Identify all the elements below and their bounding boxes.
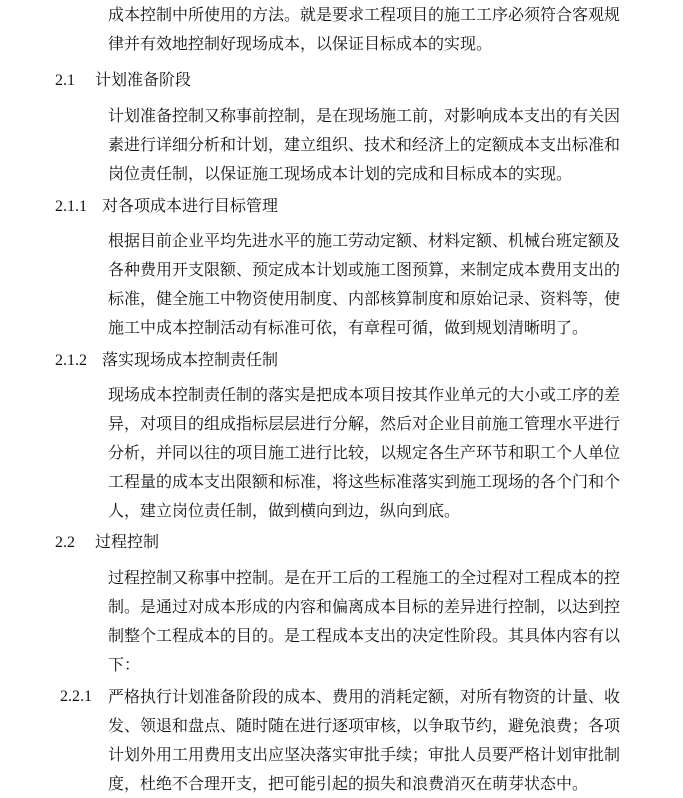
section-title: 计划准备阶段 [95,70,192,89]
section-number: 2.1 [55,72,75,89]
section-2-2-1-item [60,682,620,798]
intro-paragraph: 成本控制中所使用的方法。就是要求工程项目的施工工序必须符合客观规律并有效地控制好现场成本，以保证目标成本的实现。 [108,5,621,53]
section-heading-2-1 [55,68,191,93]
section-2-1-paragraph: 计划准备控制又称事前控制，是在现场施工前，对影响成本支出的有关因素进行详细分析和计划，建立组织、技术和经济上的定额成本支出标准和岗位责任制，以保证施工现场成本计划的完成和目标成本的实现。 [108,106,621,183]
section-2-2-paragraph: 过程控制又称事中控制。是在开工后的工程施工的全过程对工程成本的控制。是通过对成本形成的内容和偏离成本目标的差异进行控制，以达到控制整个工程成本的目的。是工程成本支出的决定性阶段。其具体内容有以下： [108,568,621,674]
section-title: 过程控制 [95,532,160,551]
section-title: 对各项成本进行目标管理 [102,196,279,215]
section-heading-2-2 [55,530,159,555]
section-title: 落实现场成本控制责任制 [102,350,279,369]
section-heading-2-1-2 [55,348,278,373]
section-2-1-2-paragraph: 现场成本控制责任制的落实是把成本项目按其作业单元的大小或工序的差异，对项目的组成指标层层进行分解，然后对企业目前施工管理水平进行分析，并同以往的项目施工进行比较，以规定各生产环节和职工个人单位工程量的成本支出限额和标准，将这些标准落实到施工现场的各个门和个人，建立岗位责任制，做到横向到边，纵向到底。 [108,385,621,520]
section-2-1-1-paragraph: 根据目前企业平均先进水平的施工劳动定额、材料定额、机械台班定额及各种费用开支限额、预定成本计划或施工图预算，来制定成本费用支出的标准，健全施工中物资使用制度、内部核算制度和原始记录、资料等，使施工中成本控制活动有标准可依，有章程可循，做到规划清晰明了。 [108,231,621,337]
section-number: 2.1.2 [55,352,87,369]
section-heading-2-1-1 [55,194,278,219]
section-number: 2.2.1 [60,688,92,705]
section-number: 2.2 [55,534,75,551]
section-2-2-1-paragraph: 严格执行计划准备阶段的成本、费用的消耗定额，对所有物资的计量、收发、领退和盘点、随时随在进行逐项审核，以争取节约，避免浪费；各项计划外用工用费用支出应坚决落实审批手续；审批人员要严格计划审批制度，杜绝不合理开支，把可能引起的损失和浪费消灭在萌芽状态中。 [108,687,621,793]
section-number: 2.1.1 [55,198,87,215]
